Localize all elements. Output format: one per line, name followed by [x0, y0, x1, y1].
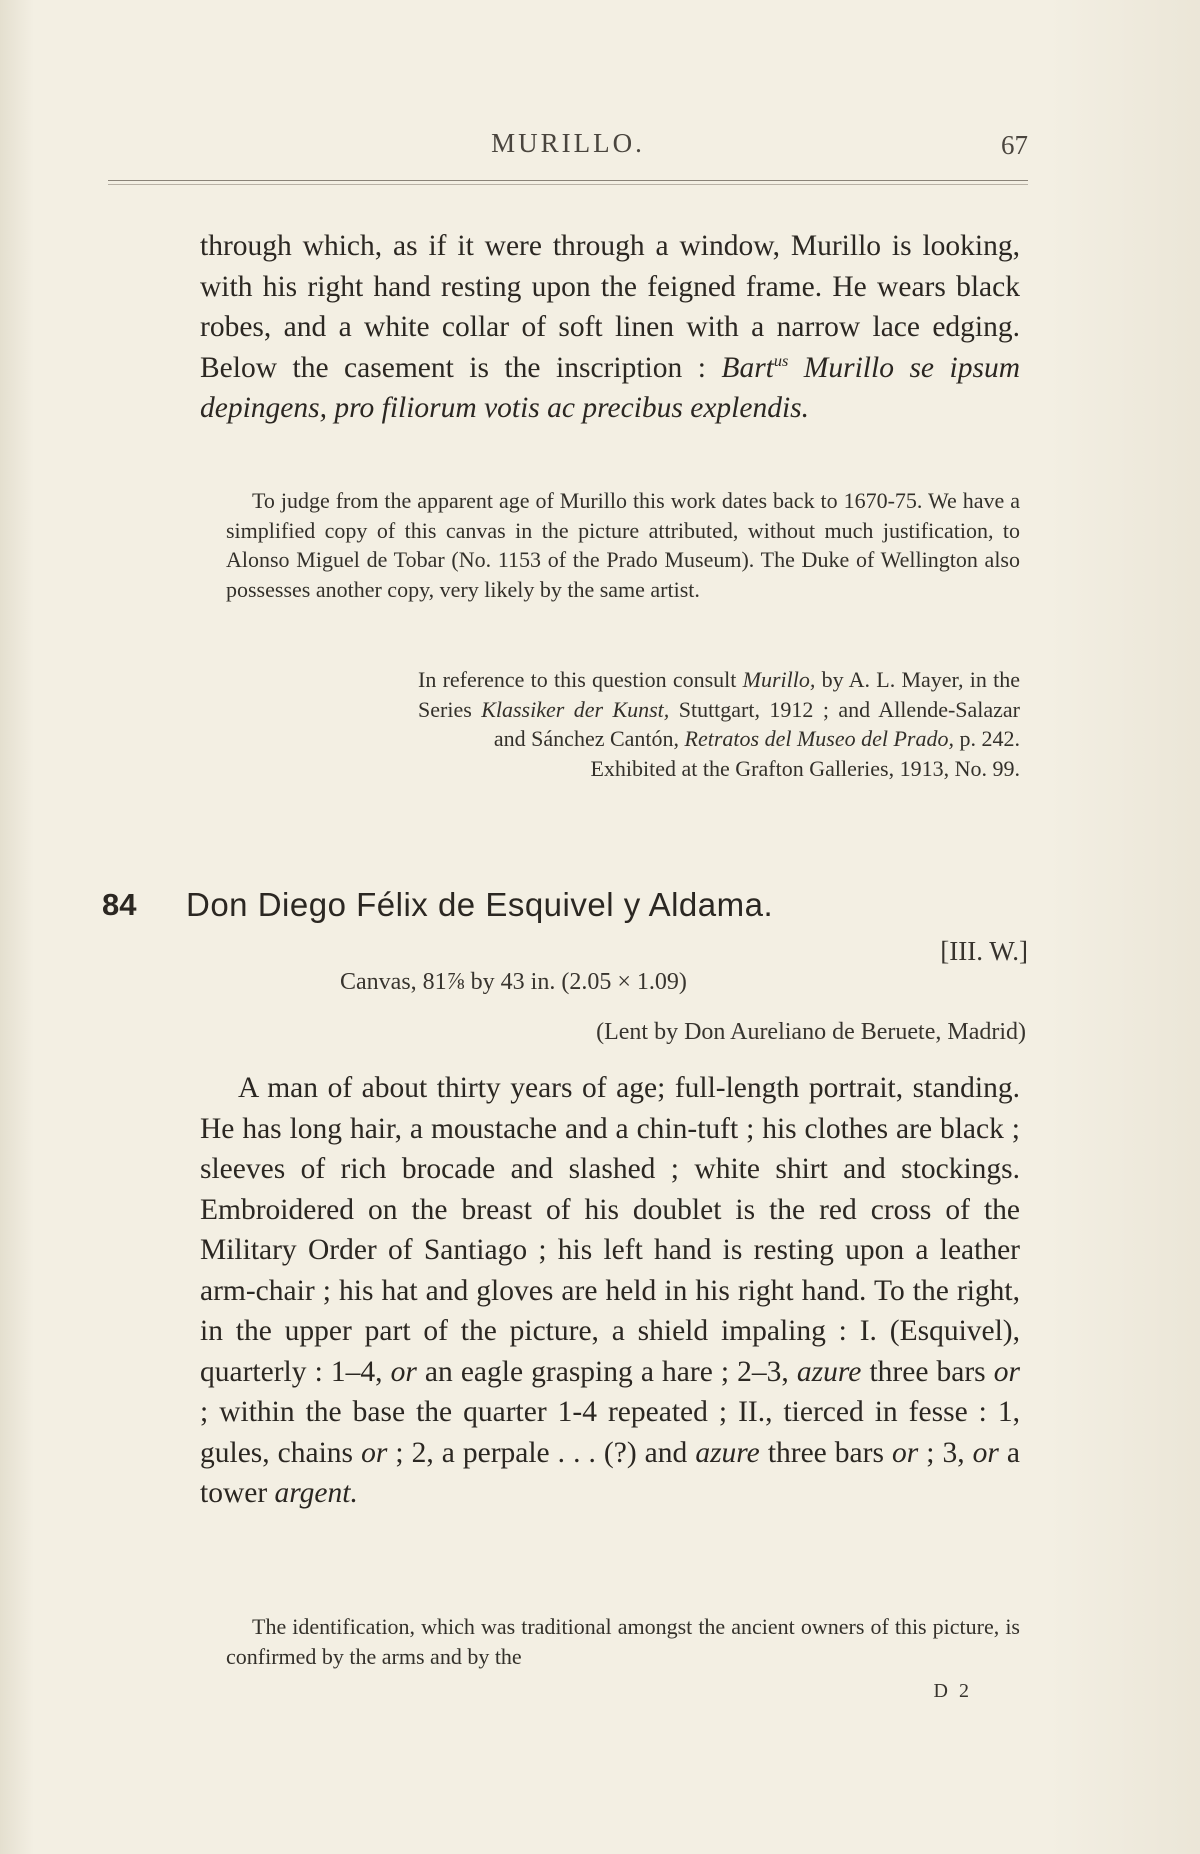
reference-text-3: Stuttgart, 1912 ; and Allende-Salazar and Sánchez Cantón,	[493, 696, 1021, 751]
note-text: To judge from the apparent age of Murillo this work dates back to 1670-75. We have a simplified copy of this canvas in the picture attributed, without much justification, to Alonso Miguel de Tobar (No. 1153 of the Prado Museum). The Duke of Wellington also possesses another copy, very likely by the same artist.	[226, 488, 1020, 602]
tincture-or-2: or	[993, 1355, 1020, 1388]
tincture-or-1: or	[390, 1355, 417, 1388]
description-text-1: A man of about thirty years of age; full-length portrait, standing. He has long hair, a moustache and a chin-tuft ; his clothes are black ; sleeves of rich brocade and slashed ; white shirt and stockings. Embroidered on the breast of his doublet is the red cross of the Military Order of Santiago ; his left hand is resting upon a leather arm-chair ; his hat and gloves are held in his right hand. To the right, in the upper part of the picture, a shield impaling : I. (Esquivel), quarterly : 1–4,	[200, 1072, 1020, 1388]
running-title: MURILLO.	[491, 128, 645, 158]
reference-text-1: In reference to this question consult	[418, 667, 743, 692]
reference-note	[418, 665, 1020, 783]
inscription-superscript: us	[773, 351, 789, 370]
running-head	[108, 128, 1028, 168]
tincture-azure-1: azure	[796, 1355, 862, 1388]
canvas-dimensions: Canvas, 81⅞ by 43 in. (2.05 × 1.09)	[340, 969, 687, 995]
closing-note-text: The identification, which was traditional amongst the ancient owners of this picture, is confirmed by the arms and by the	[226, 1614, 1020, 1669]
top-paragraph-text: through which, as if it were through a window, Murillo is looking, with his right hand resting upon the feigned frame. He wears black robes, and a white collar of soft linen with a narrow lace edging. Below the casement is the inscription :	[200, 230, 1020, 384]
collection-reference: [III. W.]	[940, 936, 1028, 966]
page-number: 67	[1001, 130, 1028, 160]
description-paragraph	[200, 1068, 1020, 1514]
description-text-6: three bars	[759, 1436, 892, 1469]
inscription-part-b: Murillo se ipsum depingens, pro filiorum votis ac precibus explendis.	[200, 351, 1020, 424]
closing-note	[226, 1612, 1020, 1671]
exhibition-note: Exhibited at the Grafton Galleries, 1913, No. 99.	[590, 755, 1020, 781]
page-edge-tone	[1050, 0, 1200, 1854]
header-rule	[108, 180, 1028, 181]
reference-text-4: p. 242.	[954, 726, 1020, 751]
tincture-azure-2: azure	[695, 1436, 760, 1469]
description-text-2: an eagle grasping a hare ; 2–3,	[416, 1355, 797, 1388]
tincture-argent: argent.	[274, 1477, 358, 1509]
reference-title-1: Murillo,	[742, 667, 816, 692]
inscription-part-a: Bart	[721, 351, 774, 384]
reference-title-2: Klassiker der Kunst,	[481, 696, 670, 722]
entry-number: 84	[102, 887, 137, 922]
header-rule-secondary	[108, 184, 1028, 185]
reference-title-3: Retratos del Museo del Prado,	[684, 726, 954, 751]
tincture-or-4: or	[891, 1436, 919, 1469]
page-gutter-shadow	[0, 0, 34, 1854]
note-paragraph	[226, 486, 1020, 604]
signature-mark: D 2	[933, 1680, 972, 1702]
description-text-8: a tower	[200, 1436, 1020, 1509]
entry-title: Don Diego Félix de Esquivel y Aldama.	[186, 886, 774, 923]
top-paragraph	[200, 226, 1020, 429]
description-text-5: ; 2, a perpale . . . (?) and	[387, 1436, 696, 1469]
reference-text-2: by A. L. Mayer, in the Series	[418, 667, 1020, 722]
tincture-or-5: or	[972, 1436, 999, 1469]
tincture-or-3: or	[361, 1436, 388, 1469]
lender-credit: (Lent by Don Aureliano de Beruete, Madrid)	[596, 1019, 1026, 1045]
description-text-7: ; 3,	[918, 1436, 973, 1469]
description-text-4: ; within the base the quarter 1-4 repeated ; II., tierced in fesse : 1, gules, chains	[200, 1396, 1020, 1469]
description-text-3: three bars	[861, 1355, 994, 1388]
